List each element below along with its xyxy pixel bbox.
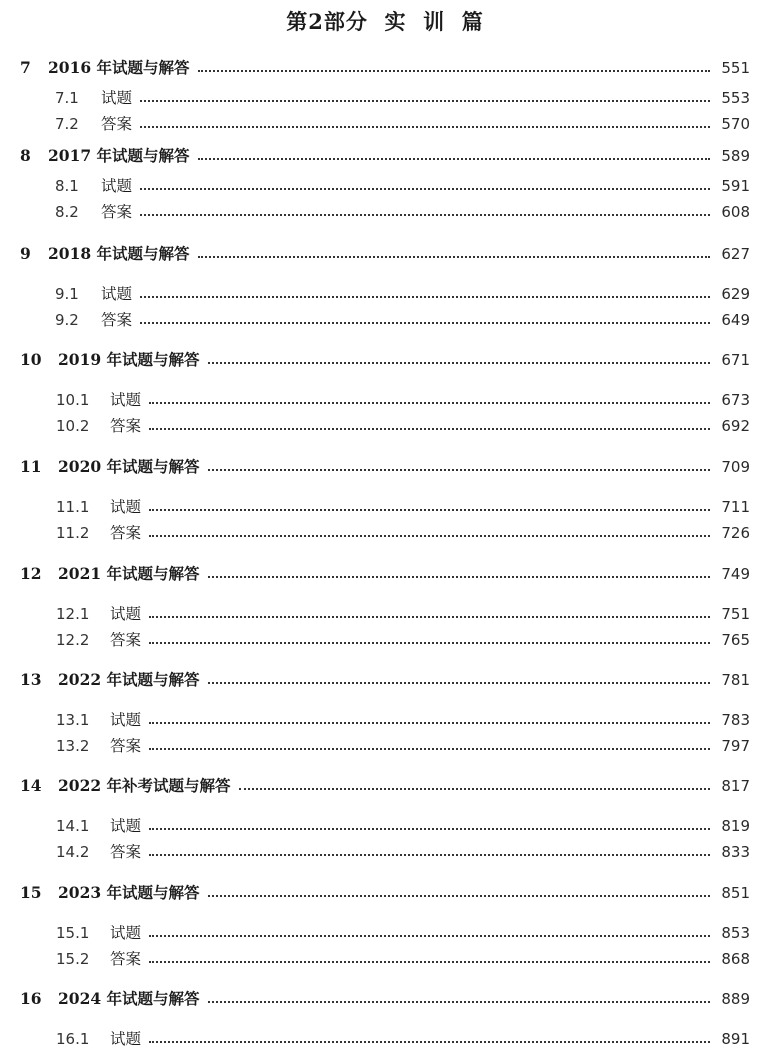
toc-section-entry [0, 734, 770, 758]
toc-section-entry [0, 521, 770, 545]
section-number: 11.1 [56, 498, 90, 516]
page-number: 608 [721, 203, 750, 221]
section-title: 试题 [110, 498, 142, 516]
dot-leader [149, 935, 710, 937]
toc-section-entry [0, 495, 770, 519]
section-number: 11.2 [56, 524, 90, 542]
toc-chapter-entry [0, 56, 770, 80]
section-title: 试题 [110, 605, 142, 623]
section-title: 答案 [101, 115, 133, 133]
dot-leader [149, 1041, 710, 1043]
page-number: 671 [721, 351, 750, 369]
section-number: 13.1 [56, 711, 90, 729]
page-number: 797 [721, 737, 750, 755]
chapter-number: 11 [20, 457, 42, 476]
chapter-number: 7 [20, 58, 31, 77]
toc-section-entry [0, 628, 770, 652]
toc-section-entry [0, 308, 770, 332]
page-number: 589 [721, 147, 750, 165]
dot-leader [149, 642, 710, 644]
toc-chapter-entry [0, 455, 770, 479]
toc-section-entry [0, 921, 770, 945]
dot-leader [149, 854, 710, 856]
toc-section-entry [0, 814, 770, 838]
section-number: 12.1 [56, 605, 90, 623]
toc-section-entry [0, 602, 770, 626]
page-number: 570 [721, 115, 750, 133]
page-number: 673 [721, 391, 750, 409]
dot-leader [149, 961, 710, 963]
chapter-title: 2020 年试题与解答 [58, 457, 200, 476]
section-title: 试题 [110, 711, 142, 729]
page-number: 627 [721, 245, 750, 263]
section-title: 试题 [110, 1030, 142, 1048]
toc-chapter-entry [0, 668, 770, 692]
toc-chapter-entry [0, 348, 770, 372]
section-number: 13.2 [56, 737, 90, 755]
dot-leader [208, 576, 710, 578]
dot-leader [198, 158, 710, 160]
section-title: 答案 [101, 203, 133, 221]
dot-leader [149, 402, 710, 404]
dot-leader [149, 828, 710, 830]
chapter-number: 10 [20, 350, 42, 369]
section-number: 10.1 [56, 391, 90, 409]
dot-leader [208, 1001, 710, 1003]
page-number: 553 [721, 89, 750, 107]
chapter-title: 2021 年试题与解答 [58, 564, 200, 583]
toc-section-entry [0, 86, 770, 110]
section-title: 答案 [110, 524, 142, 542]
toc-section-entry [0, 414, 770, 438]
dot-leader [140, 100, 710, 102]
section-number: 9.2 [55, 311, 79, 329]
toc-chapter-entry [0, 562, 770, 586]
section-number: 7.2 [55, 115, 79, 133]
page-number: 868 [721, 950, 750, 968]
toc-section-entry [0, 708, 770, 732]
page-number: 591 [721, 177, 750, 195]
page-number: 765 [721, 631, 750, 649]
dot-leader [140, 214, 710, 216]
section-title: 答案 [110, 950, 142, 968]
page-number: 889 [721, 990, 750, 1008]
dot-leader [208, 362, 710, 364]
page-number: 891 [721, 1030, 750, 1048]
page-number: 711 [721, 498, 750, 516]
toc-section-entry [0, 840, 770, 864]
section-number: 14.2 [56, 843, 90, 861]
dot-leader [140, 296, 710, 298]
section-number: 15.1 [56, 924, 90, 942]
page-number: 709 [721, 458, 750, 476]
dot-leader [149, 616, 710, 618]
chapter-title: 2023 年试题与解答 [58, 883, 200, 902]
toc-chapter-entry [0, 242, 770, 266]
section-number: 12.2 [56, 631, 90, 649]
chapter-title: 2017 年试题与解答 [48, 146, 190, 165]
chapter-title: 2016 年试题与解答 [48, 58, 190, 77]
section-number: 14.1 [56, 817, 90, 835]
page-number: 649 [721, 311, 750, 329]
section-number: 16.1 [56, 1030, 90, 1048]
section-number: 15.2 [56, 950, 90, 968]
chapter-number: 12 [20, 564, 42, 583]
dot-leader [149, 748, 710, 750]
section-number: 7.1 [55, 89, 79, 107]
dot-leader [208, 895, 710, 897]
dot-leader [140, 188, 710, 190]
section-title: 答案 [110, 737, 142, 755]
page-number: 783 [721, 711, 750, 729]
page-number: 751 [721, 605, 750, 623]
toc-chapter-entry [0, 774, 770, 798]
page-number: 817 [721, 777, 750, 795]
section-number: 8.2 [55, 203, 79, 221]
page-number: 629 [721, 285, 750, 303]
section-number: 8.1 [55, 177, 79, 195]
section-number: 9.1 [55, 285, 79, 303]
toc-section-entry [0, 200, 770, 224]
page-number: 819 [721, 817, 750, 835]
chapter-title: 2022 年补考试题与解答 [58, 776, 231, 795]
page-number: 551 [721, 59, 750, 77]
page-number: 749 [721, 565, 750, 583]
chapter-number: 9 [20, 244, 31, 263]
chapter-number: 15 [20, 883, 42, 902]
section-title: 答案 [110, 417, 142, 435]
chapter-title: 2024 年试题与解答 [58, 989, 200, 1008]
toc-section-entry [0, 112, 770, 136]
toc-section-entry [0, 388, 770, 412]
page-number: 851 [721, 884, 750, 902]
toc-section-entry [0, 174, 770, 198]
toc-section-entry [0, 282, 770, 306]
section-title: 答案 [101, 311, 133, 329]
dot-leader [198, 256, 710, 258]
section-title: 试题 [101, 177, 133, 195]
toc-section-entry [0, 947, 770, 971]
toc-chapter-entry [0, 881, 770, 905]
dot-leader [140, 322, 710, 324]
page-number: 692 [721, 417, 750, 435]
section-title: 答案 [110, 631, 142, 649]
toc-chapter-entry [0, 144, 770, 168]
dot-leader [149, 722, 710, 724]
dot-leader [149, 535, 710, 537]
chapter-title: 2018 年试题与解答 [48, 244, 190, 263]
dot-leader [149, 428, 710, 430]
chapter-title: 2019 年试题与解答 [58, 350, 200, 369]
chapter-number: 14 [20, 776, 42, 795]
page-title: 第2部分 实 训 篇 [286, 9, 484, 34]
page-number: 853 [721, 924, 750, 942]
dot-leader [208, 682, 710, 684]
page-number: 781 [721, 671, 750, 689]
section-title: 答案 [110, 843, 142, 861]
dot-leader [149, 509, 710, 511]
section-number: 10.2 [56, 417, 90, 435]
chapter-title: 2022 年试题与解答 [58, 670, 200, 689]
toc-section-entry [0, 1027, 770, 1051]
section-title: 试题 [110, 817, 142, 835]
page-number: 833 [721, 843, 750, 861]
dot-leader [198, 70, 710, 72]
section-title: 试题 [101, 285, 133, 303]
chapter-number: 8 [20, 146, 31, 165]
chapter-number: 16 [20, 989, 42, 1008]
section-title: 试题 [110, 924, 142, 942]
dot-leader [140, 126, 710, 128]
section-title: 试题 [101, 89, 133, 107]
dot-leader [208, 469, 710, 471]
chapter-number: 13 [20, 670, 42, 689]
section-title: 试题 [110, 391, 142, 409]
toc-chapter-entry [0, 987, 770, 1011]
dot-leader [239, 788, 710, 790]
page-number: 726 [721, 524, 750, 542]
